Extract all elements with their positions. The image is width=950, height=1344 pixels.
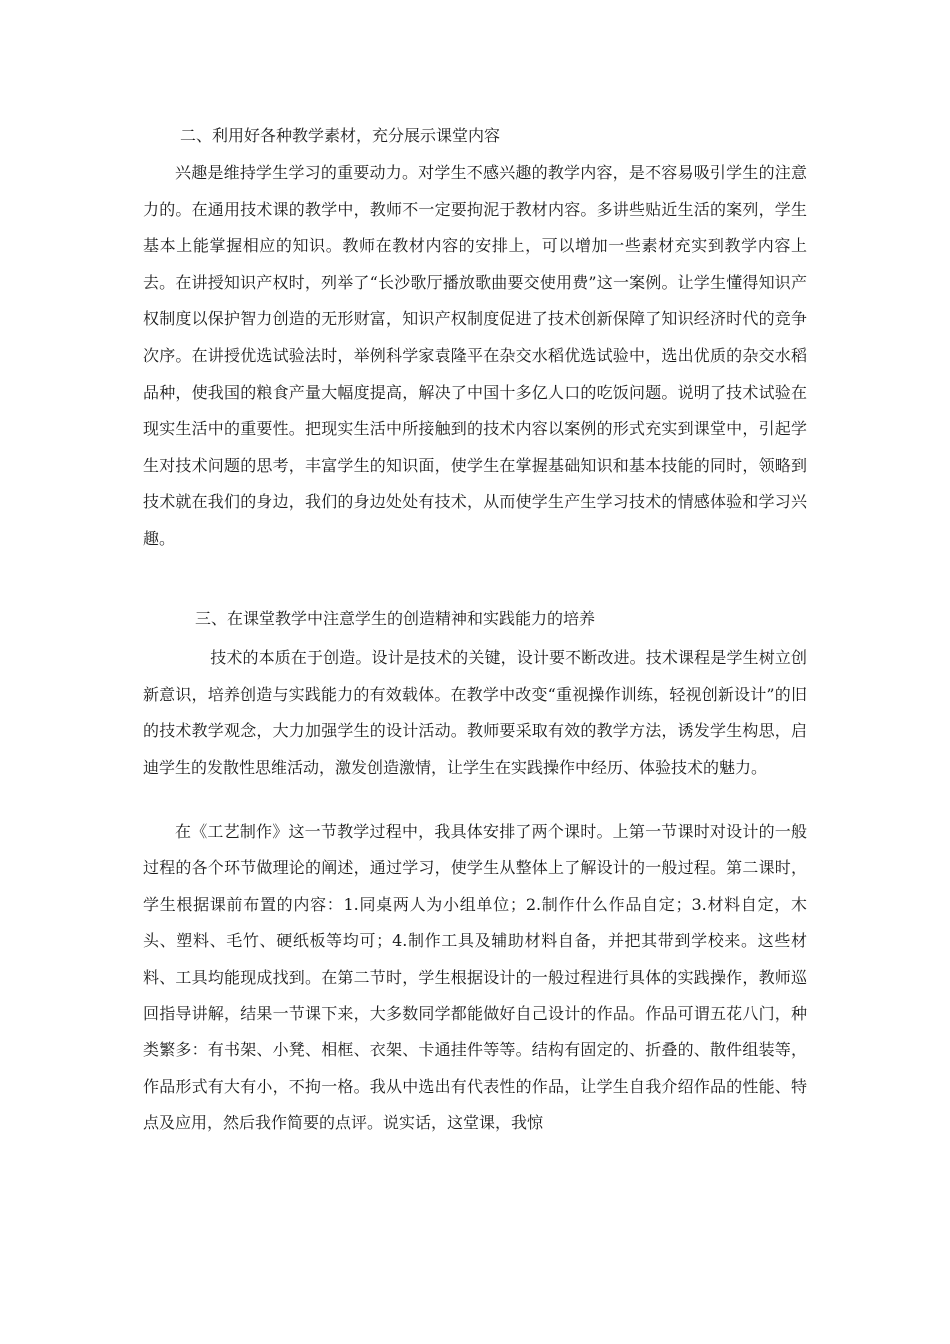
section-3-paragraph-1: 技术的本质在于创造。设计是技术的关键，设计要不断改进。技术课程是学生树立创新意识，培养创造与实践能力的有效载体。在教学中改变“重视操作训练，轻视创新设计”的旧的技术教学观念，大力加强学生的设计活动。教师要采取有效的教学方法，诱发学生构思，启迪学生的发散性思维活动，激发创造激情，让学生在实践操作中经历、体验技术的魅力。 [143,648,807,777]
section-2-paragraph: 兴趣是维持学生学习的重要动力。对学生不感兴趣的教学内容，是不容易吸引学生的注意力的。在通用技术课的教学中，教师不一定要拘泥于教材内容。多讲些贴近生活的案列，学生基本上能掌握相应的知识。教师在教材内容的安排上，可以增加一些素材充实到教学内容上去。在讲授知识产权时，列举了“长沙歌厅播放歌曲要交使用费”这一案例。让学生懂得知识产权制度以保护智力创造的无形财富，知识产权制度促进了技术创新保障了知识经济时代的竞争次序。在讲授优选试验法时，举例科学家袁隆平在杂交水稻优选试验中，选出优质的杂交水稻品种，使我国的粮食产量大幅度提高，解决了中国十多亿人口的吃饭问题。说明了技术试验在现实生活中的重要性。把现实生活中所接触到的技术内容以案例的形式充实到课堂中，引起学生对技术问题的思考，丰富学生的知识面，使学生在掌握基础知识和基本技能的同时，领略到技术就在我们的身边，我们的身边处处有技术，从而使学生产生学习技术的情感体验和学习兴趣。 [143,163,807,548]
section-heading-2: 二、利用好各种教学素材，充分展示课堂内容 [180,126,501,145]
section-3-paragraph-2: 在《工艺制作》这一节教学过程中，我具体安排了两个课时。上第一节课时对设计的一般过程的各个环节做理论的阐述，通过学习，使学生从整体上了解设计的一般过程。第二课时，学生根据课前布置的内容：1.同桌两人为小组单位；2.制作什么作品自定；3.材料自定，木头、塑料、毛竹、硬纸板等均可；4.制作工具及辅助材料自备，并把其带到学校来。这些材料、工具均能现成找到。在第二节时，学生根据设计的一般过程进行具体的实践操作，教师巡回指导讲解，结果一节课下来，大多数同学都能做好自己设计的作品。作品可谓五花八门，种类繁多：有书架、小凳、相框、衣架、卡通挂件等等。结构有固定的、折叠的、散件组装等，作品形式有大有小，不拘一格。我从中选出有代表性的作品，让学生自我介绍作品的性能、特点及应用，然后我作简要的点评。说实话，这堂课，我惊 [143,822,807,1133]
section-heading-3: 三、在课堂教学中注意学生的创造精神和实践能力的培养 [195,609,596,628]
